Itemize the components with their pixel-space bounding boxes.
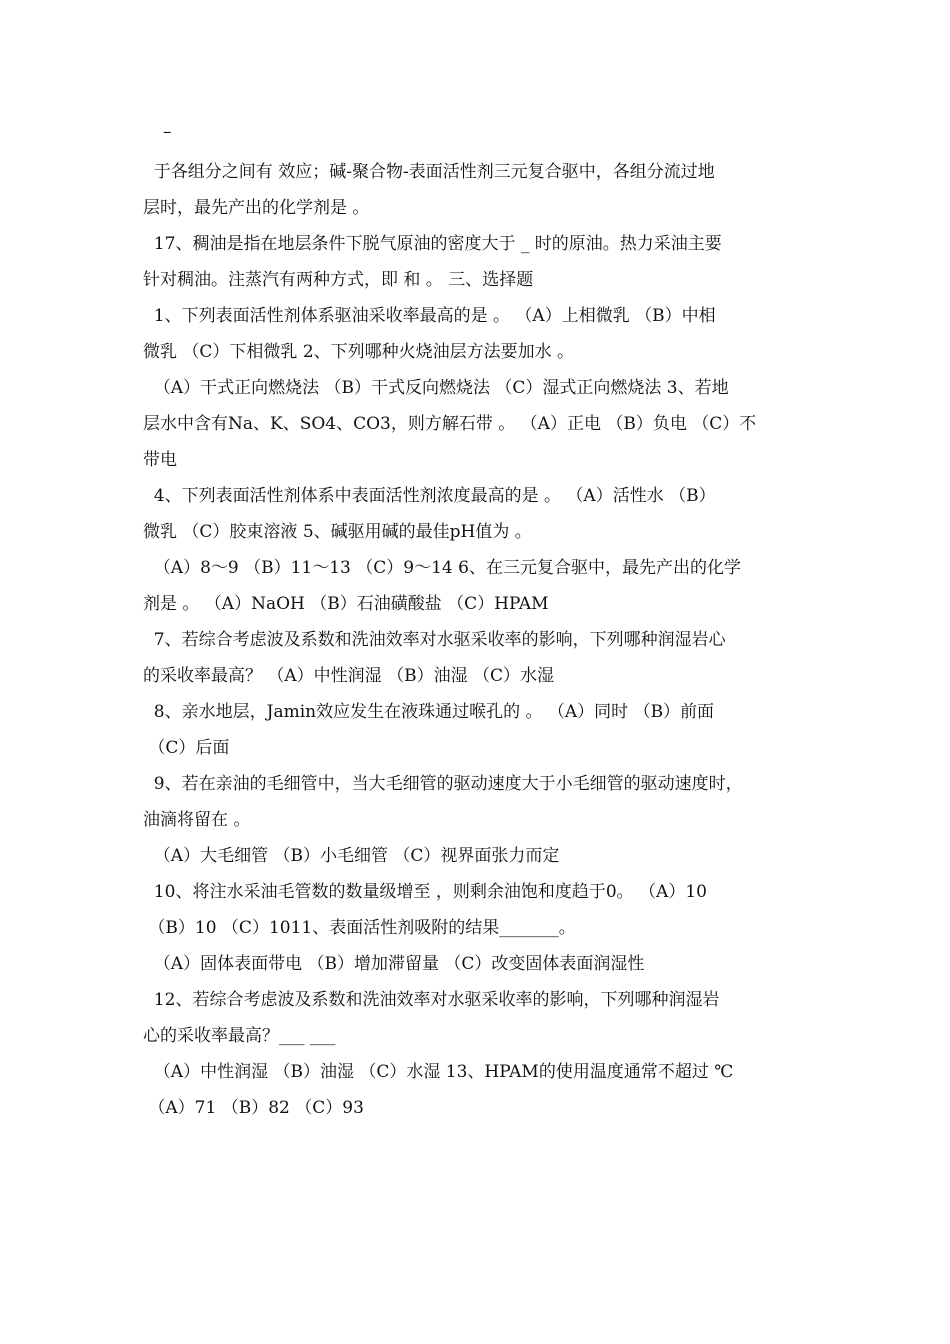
text-line: （A）8～9 （B）11～13 （C）9～14 6、在三元复合驱中，最先产出的化学 xyxy=(143,558,741,578)
text-line: （A）固体表面带电 （B）增加滞留量 （C）改变固体表面润湿性 xyxy=(143,954,645,974)
text-line: 4、下列表面活性剂体系中表面活性剂浓度最高的是 。 （A）活性水 （B） xyxy=(143,486,716,506)
text-line: （A）干式正向燃烧法 （B）干式反向燃烧法 （C）湿式正向燃烧法 3、若地 xyxy=(143,378,729,398)
text-line: 12、若综合考虑波及系数和洗油效率对水驱采收率的影响，下列哪种润湿岩 xyxy=(143,990,720,1010)
text-line: 针对稠油。注蒸汽有两种方式，即 和 。 三、选择题 xyxy=(143,270,534,290)
text-line: 于各组分之间有 效应；碱-聚合物-表面活性剂三元复合驱中，各组分流过地 xyxy=(143,162,715,182)
text-line: 17、稠油是指在地层条件下脱气原油的密度大于 _ 时的原油。热力采油主要 xyxy=(143,234,722,254)
text-line: 剂是 。 （A）NaOH （B）石油磺酸盐 （C）HPAM xyxy=(143,594,549,614)
text-line: 微乳 （C）胶束溶液 5、碱驱用碱的最佳pH值为 。 xyxy=(143,522,532,542)
text-line: 油滴将留在 。 xyxy=(143,810,251,830)
text-line: 8、亲水地层，Jamin效应发生在液珠通过喉孔的 。 （A）同时 （B）前面 xyxy=(143,702,715,722)
text-line: 带电 xyxy=(143,450,177,470)
text-line: 的采收率最高？ （A）中性润湿 （B）油湿 （C）水湿 xyxy=(143,666,554,686)
text-line: 10、将注水采油毛管数的数量级增至 ，则剩余油饱和度趋于0。 （A）10 xyxy=(143,882,707,902)
text-line: 心的采收率最高？___ ___ xyxy=(143,1026,336,1046)
text-line: （A）大毛细管 （B）小毛细管 （C）视界面张力而定 xyxy=(143,846,560,866)
text-line: 层时，最先产出的化学剂是 。 xyxy=(143,198,370,218)
text-line: 1、下列表面活性剂体系驱油采收率最高的是 。 （A）上相微乳 （B）中相 xyxy=(143,306,716,326)
text-line: （B）10 （C）1011、表面活性剂吸附的结果_______。 xyxy=(143,918,576,938)
text-line: 7、若综合考虑波及系数和洗油效率对水驱采收率的影响，下列哪种润湿岩心 xyxy=(143,630,726,650)
text-line: （A）71 （B）82 （C）93 xyxy=(143,1098,364,1118)
text-line: （A）中性润湿 （B）油湿 （C）水湿 13、HPAM的使用温度通常不超过 ℃ xyxy=(143,1062,734,1082)
text-line: （C）后面 xyxy=(143,738,230,758)
text-line: 层水中含有Na、K、SO4、CO3，则方解石带 。 （A）正电 （B）负电 （C）不 xyxy=(143,414,757,434)
text-line: 微乳 （C）下相微乳 2、下列哪种火烧油层方法要加水 。 xyxy=(143,342,575,362)
top-marker: – xyxy=(163,122,172,142)
text-line: 9、若在亲油的毛细管中，当大毛细管的驱动速度大于小毛细管的驱动速度时， xyxy=(143,774,743,794)
document-body xyxy=(143,154,823,1126)
